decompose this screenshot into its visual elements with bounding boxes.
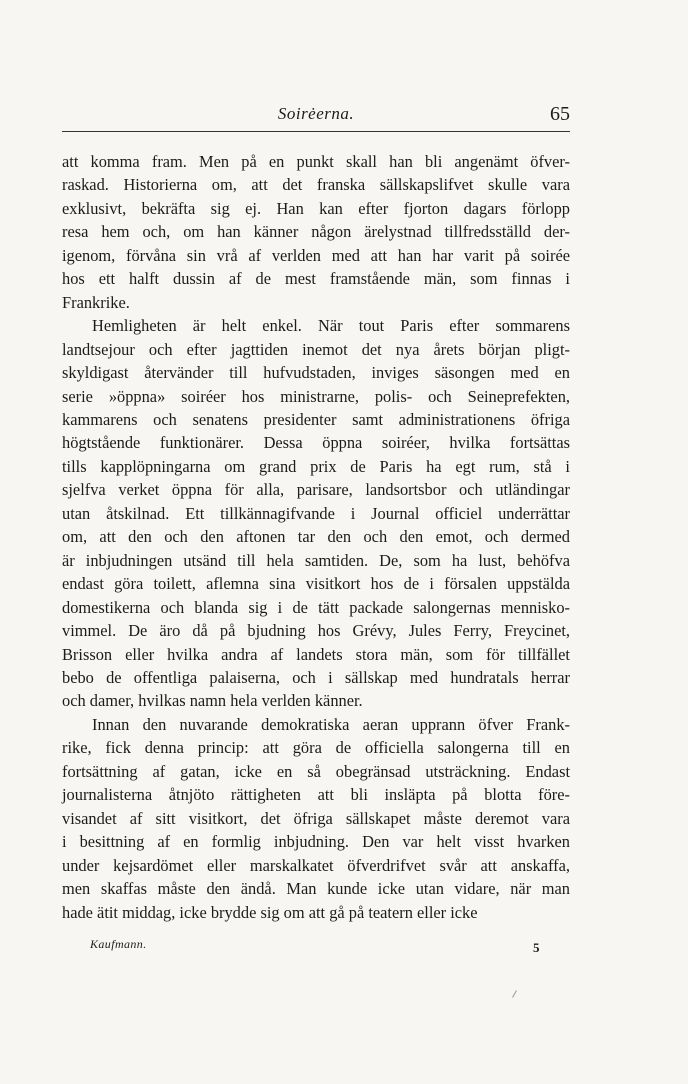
running-head-title: Soirėerna. <box>277 104 355 123</box>
text-line: Innan den nuvarande demokratiska aeran upprann öfver Frank- <box>92 714 570 734</box>
text-line: endast göra toilett, aflemna sina visitkort hos de i försalen uppstälda <box>62 574 570 594</box>
text-line: att komma fram. Men på en punkt skall han bli angenämt öfver- <box>62 152 570 171</box>
text-line: kammarens och senatens presidenter samt administrationens öfriga <box>62 409 570 429</box>
paragraph <box>62 150 570 314</box>
text-line: tills kapplöpningarna om grand prix de Paris ha egt rum, stå i <box>62 456 570 476</box>
header-rule <box>62 131 570 132</box>
text-line: sjelfva verket öppna för alla, parisare, landsortsbor och utländingar <box>62 480 570 500</box>
page-number: 65 <box>550 103 570 125</box>
text-line: högtstående funktionärer. Dessa öppna soiréer, hvilka fortsättas <box>62 433 570 453</box>
body-text <box>62 150 570 924</box>
text-line: är inbjudningen utsänd till hela samtiden. De, som ha lust, behöfva <box>62 550 570 570</box>
text-line: raskad. Historierna om, att det franska sällskapslifvet skulle vara <box>62 175 570 195</box>
paragraph <box>62 314 570 713</box>
text-line: skyldigast återvänder till hufvudstaden, inviges säsongen med en <box>62 363 570 383</box>
text-line: journalisterna åtnjöto rättigheten att bli insläpta på blotta före- <box>62 785 570 805</box>
text-line: vimmel. De äro då på bjudning hos Grévy, Jules Ferry, Freycinet, <box>62 621 570 641</box>
text-line: exklusivt, bekräfta sig ej. Han kan efter fjorton dagars förlopp <box>62 198 570 218</box>
text-line: igenom, förvåna sin vrå af verlden med att han har varit på soirée <box>62 245 570 265</box>
text-line: i besittning af en formlig inbjudning. Den var helt visst hvarken <box>62 832 570 852</box>
text-line: Frankrike. <box>62 292 130 312</box>
running-head <box>62 104 570 130</box>
text-line: fortsättning af gatan, icke en så obegränsad utsträckning. Endast <box>62 761 570 781</box>
text-line: hos ett halft dussin af de mest framstående män, som finnas i <box>62 269 570 289</box>
text-line: visandet af sitt visitkort, det öfriga sällskapet måste deremot vara <box>62 808 570 828</box>
signature-author: Kaufmann. <box>90 937 147 951</box>
text-line: resa hem och, om han känner någon ärelystnad tillfredsställd der- <box>62 222 570 242</box>
paragraph <box>62 713 570 924</box>
text-line: under kejsardömet eller marskalkatet öfverdrifvet svår att anskaffa, <box>62 855 570 875</box>
signature-mark: 5 <box>533 940 540 955</box>
text-line: domestikerna och blanda sig i de tätt packade salongernas mennisko- <box>62 597 570 617</box>
text-line: serie »öppna» soiréer hos ministrarne, polis- och Seineprefekten, <box>62 386 570 406</box>
text-line: och damer, hvilkas namn hela verlden känner. <box>62 691 363 711</box>
text-line: bebo de offentliga palaiserna, och i sällskap med hundratals herrar <box>62 667 570 687</box>
margin-pencil-mark <box>512 990 517 997</box>
text-line: Hemligheten är helt enkel. När tout Paris efter sommarens <box>92 316 570 336</box>
text-line: men skaffas måste den ändå. Man kunde icke utan vidare, när man <box>62 879 570 899</box>
text-line: landtsejour och efter jagttiden inemot det nya årets början pligt- <box>62 339 570 359</box>
text-line: Brisson eller hvilka andra af landets stora män, som för tillfället <box>62 644 570 664</box>
text-line: om, att den och den aftonen tar den och den emot, och dermed <box>62 527 570 547</box>
text-line: utan åtskilnad. Ett tillkännagifvande i Journal officiel underrättar <box>62 503 570 523</box>
text-line: rike, fick denna princip: att göra de officiella salongerna till en <box>62 738 570 758</box>
text-line: hade ätit middag, icke brydde sig om att gå på teatern eller icke <box>62 902 478 922</box>
